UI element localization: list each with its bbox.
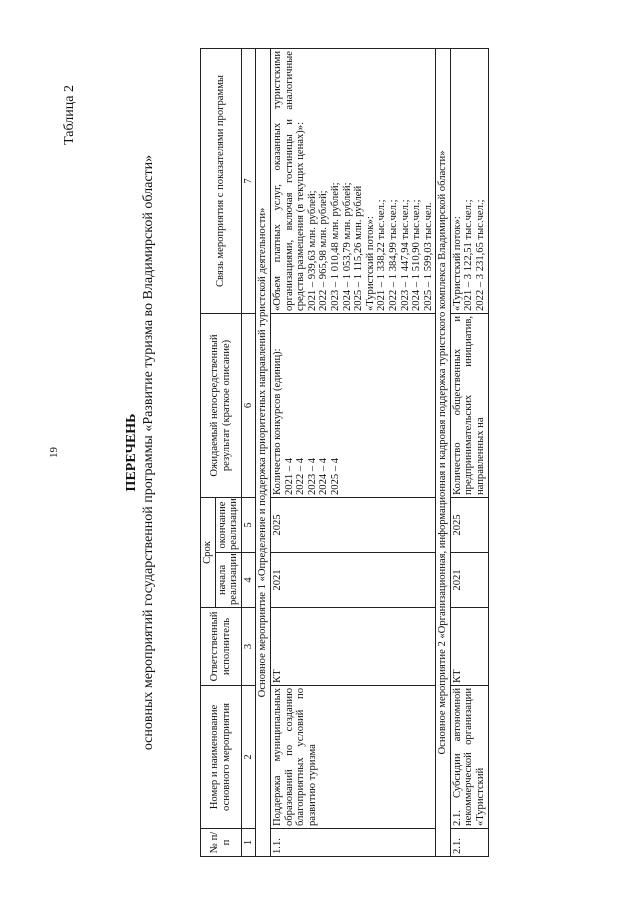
page-number: 19 — [48, 447, 60, 458]
indicator-intro-2: «Туристский поток»: — [364, 216, 376, 311]
indicator-value: 2021 – 3 122,51 тыс.чел.; — [463, 199, 475, 311]
header-end: окончание реализации — [215, 498, 241, 553]
indicator-value: 2024 – 1 510,90 тыс.чел.; — [411, 199, 423, 311]
row-num: 2.1. — [450, 829, 488, 857]
indicator-value: 2022 – 1 384,99 тыс.чел.; — [387, 199, 399, 311]
col-number: 1 — [241, 829, 256, 857]
expected-result — [270, 314, 435, 498]
measure-name: Поддержка муниципальных образований по созданию благоприятных условий по развитию туризма — [270, 686, 435, 829]
indicator-value: 2022 – 3 231,65 тыс.чел.; — [475, 199, 487, 311]
indicator-value: 2022 – 965,98 млн. рублей; — [318, 190, 330, 311]
executor: КТ — [270, 608, 435, 686]
header-term: Срок — [201, 498, 216, 608]
end-year: 2025 — [450, 498, 488, 553]
indicator-value: 2021 – 939,63 млн. рублей; — [306, 190, 318, 311]
section-title-2: Основное мероприятие 2 «Организационная, информационная и кадровая поддержка туристского комплекса Владимирской области» — [436, 49, 451, 857]
table-row — [450, 49, 488, 857]
result-line: 2021 – 4 — [283, 457, 295, 495]
indicator-intro: «Туристский поток»: — [451, 216, 463, 311]
result-intro: Количество конкурсов (единиц): — [271, 348, 283, 495]
indicator-value: 2025 – 1 115,26 млн. рублей — [353, 185, 365, 311]
col-number: 4 — [241, 553, 256, 608]
start-year: 2021 — [450, 553, 488, 608]
col-number: 5 — [241, 498, 256, 553]
header-row — [201, 49, 216, 857]
column-numbers-row — [241, 49, 256, 857]
result-line: 2024 – 4 — [318, 457, 330, 495]
result-line: 2023 – 4 — [306, 457, 318, 495]
section-row-2 — [436, 49, 451, 857]
row-num: 1.1. — [270, 829, 435, 857]
start-year: 2021 — [270, 553, 435, 608]
indicator-intro: «Объем платных услуг, оказанных туристскими организациями, включая гостиницы и аналогичные средства размещения (в текущих ценах)»: — [271, 51, 307, 311]
expected-result: Количество общественных и предпринимательских инициатив, направленных на — [450, 314, 488, 498]
section-title-1: Основное мероприятие 1 «Определение и поддержка приоритетных направлений туристской деятельности» — [256, 49, 271, 857]
table-row — [270, 49, 435, 857]
indicator-value: 2023 – 1 010,48 млн. рублей; — [329, 182, 341, 311]
result-line: 2022 – 4 — [295, 457, 307, 495]
col-number: 3 — [241, 608, 256, 686]
header-expected-result: Ожидаемый непосредственный результат (краткое описание) — [201, 314, 242, 498]
col-number: 6 — [241, 314, 256, 498]
header-executor: Ответственный исполнитель — [201, 608, 242, 686]
document-title: ПЕРЕЧЕНЬ — [124, 413, 139, 492]
indicator-link — [450, 49, 488, 314]
col-number: 2 — [241, 686, 256, 829]
table-label: Таблица 2 — [62, 85, 77, 145]
end-year: 2025 — [270, 498, 435, 553]
header-indicator-link: Связь мероприятия с показателями программы — [201, 49, 242, 314]
indicator-value: 2021 – 1 338,22 тыс.чел.; — [376, 199, 388, 311]
indicator-value: 2025 – 1 599,03 тыс.чел. — [422, 202, 434, 311]
indicator-value: 2024 – 1 053,79 млн. рублей; — [341, 182, 353, 311]
section-row-1 — [256, 49, 271, 857]
executor: КТ — [450, 608, 488, 686]
result-line: 2025 – 4 — [329, 457, 341, 495]
document-subtitle: основных мероприятий государственной программы «Развитие туризма во Владимирской области» — [141, 154, 156, 751]
header-measure-name: Номер и наименование основного мероприятия — [201, 686, 242, 829]
indicator-value: 2023 – 1 447,94 тыс.чел.; — [399, 199, 411, 311]
col-number: 7 — [241, 49, 256, 314]
indicator-link — [270, 49, 435, 314]
measures-table — [200, 48, 489, 857]
header-start: начала реализации — [215, 553, 241, 608]
measure-name: 2.1. Субсидии автономной некоммерческой организации «Туристский — [450, 686, 488, 829]
header-num: № п/п — [201, 829, 242, 857]
